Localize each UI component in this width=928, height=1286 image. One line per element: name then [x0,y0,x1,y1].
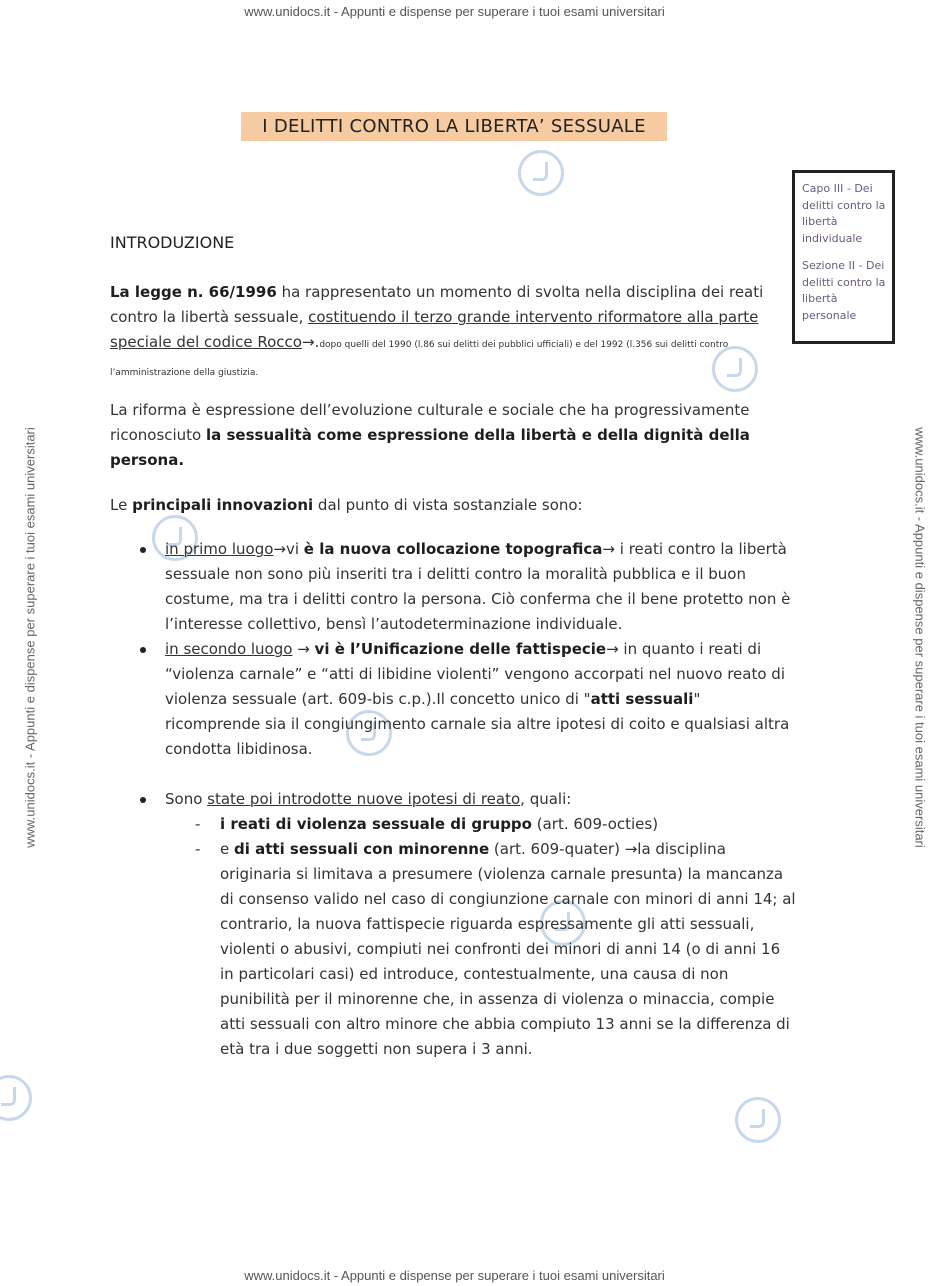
sub-list-item [165,812,798,837]
underlined-text: costituendo il terzo grande intervento riformatore alla parte speciale del codice Rocco [110,308,759,351]
watermark-top: www.unidocs.it - Appunti e dispense per superare i tuoi esami universitari [244,4,665,19]
bold-text: vi è l’Unificazione delle fattispecie [314,640,607,658]
page-title: I DELITTI CONTRO LA LIBERTA’ SESSUALE [241,112,667,141]
text: e [220,840,234,858]
text: → [292,640,315,658]
watermark-left: www.unidocs.it - Appunti e dispense per superare i tuoi esami universitari [22,427,38,848]
text: (art. 609-octies) [531,815,659,833]
underlined-text: in secondo luogo [165,640,293,658]
sub-list [165,812,798,1062]
unidocs-logo-icon [518,150,564,196]
unidocs-logo-icon [735,1097,781,1143]
sidenote-box [792,170,895,344]
text: " ricomprende sia il congiungimento carnale sia altre ipotesi di coito e qualsiasi altra condotta libidinosa. [165,690,790,758]
law-reference: La legge n. 66/1996 [110,283,277,301]
unidocs-logo-icon [0,1075,32,1121]
section-heading: INTRODUZIONE [110,233,235,252]
underlined-text: state poi introdotte nuove ipotesi di reato [207,790,521,808]
bold-text: atti sessuali [590,690,694,708]
text: ha rappresentato un momento di svolta nella disciplina dei reati contro la libertà sessuale, [110,283,764,326]
watermark-right: www.unidocs.it - Appunti e dispense per superare i tuoi esami universitari [912,427,928,848]
text: Sono [165,790,208,808]
text: → i reati contro la libertà sessuale non sono più inseriti tra i delitti contro la moralità pubblica e il buon costume, ma tra i delitti contro la persona. Ciò conferma che il bene protetto non è l’interesse collettivo, bensì l’autodeterminazione individuale. [165,540,791,633]
watermark-bottom: www.unidocs.it - Appunti e dispense per superare i tuoi esami universitari [244,1268,665,1283]
innovations-list [138,537,798,1062]
bold-text: la sessualità come espressione della libertà e della dignità della persona. [110,426,750,469]
paragraph-reform [110,398,790,473]
arrow: →. [301,333,320,351]
sidenote-chapter: Capo III - Dei delitti contro la libertà individuale [802,182,886,245]
bold-text: è la nuova collocazione topografica [303,540,603,558]
bold-text: principali innovazioni [132,496,314,514]
text: → in quanto i reati di “violenza carnale” e “atti di libidine violenti” vengono accorpati nel nuovo reato di violenza sessuale (art. 609-bis c.p.).Il concetto unico di " [165,640,785,708]
footnote-text: dopo quelli del 1990 (l.86 sui delitti dei pubblici ufficiali) e del 1992 (l.356 sui delitti contro l’amministrazione della giustizia. [110,340,729,378]
sidenote-section: Sezione II - Dei delitti contro la libertà personale [802,259,886,322]
list-item [138,787,798,1062]
bold-text: di atti sessuali con minorenne [234,840,490,858]
paragraph-innovations [110,493,790,518]
paragraph-intro [110,280,790,386]
text: La riforma è espressione dell’evoluzione culturale e sociale che ha progressivamente riconosciuto [110,401,750,444]
list-item [138,537,798,637]
text: , quali: [520,790,572,808]
underlined-text: in primo luogo [165,540,274,558]
text: →vi [273,540,304,558]
text: Le [110,496,133,514]
text: dal punto di vista sostanziale sono: [313,496,583,514]
sub-list-item [165,837,798,1062]
text: (art. 609-quater) →la disciplina originaria si limitava a presumere (violenza carnale presunta) la mancanza di consenso valido nel caso di congiunzione carnale con minori di anni 14; al contrario, la nuova fattispecie riguarda espressamente gli atti sessuali, violenti o abusivi, compiuti nei confronti dei minori di anni 14 (o di anni 16 in particolari casi) ed introduce, contestualmente, una causa di non punibilità per il minorenne che, in assenza di violenza o minaccia, compie atti sessuali con altro minore che abbia compiuto 13 anni se la differenza di età tra i due soggetti non supera i 3 anni. [220,840,796,1058]
list-item [138,637,798,762]
bold-text: i reati di violenza sessuale di gruppo [220,815,532,833]
